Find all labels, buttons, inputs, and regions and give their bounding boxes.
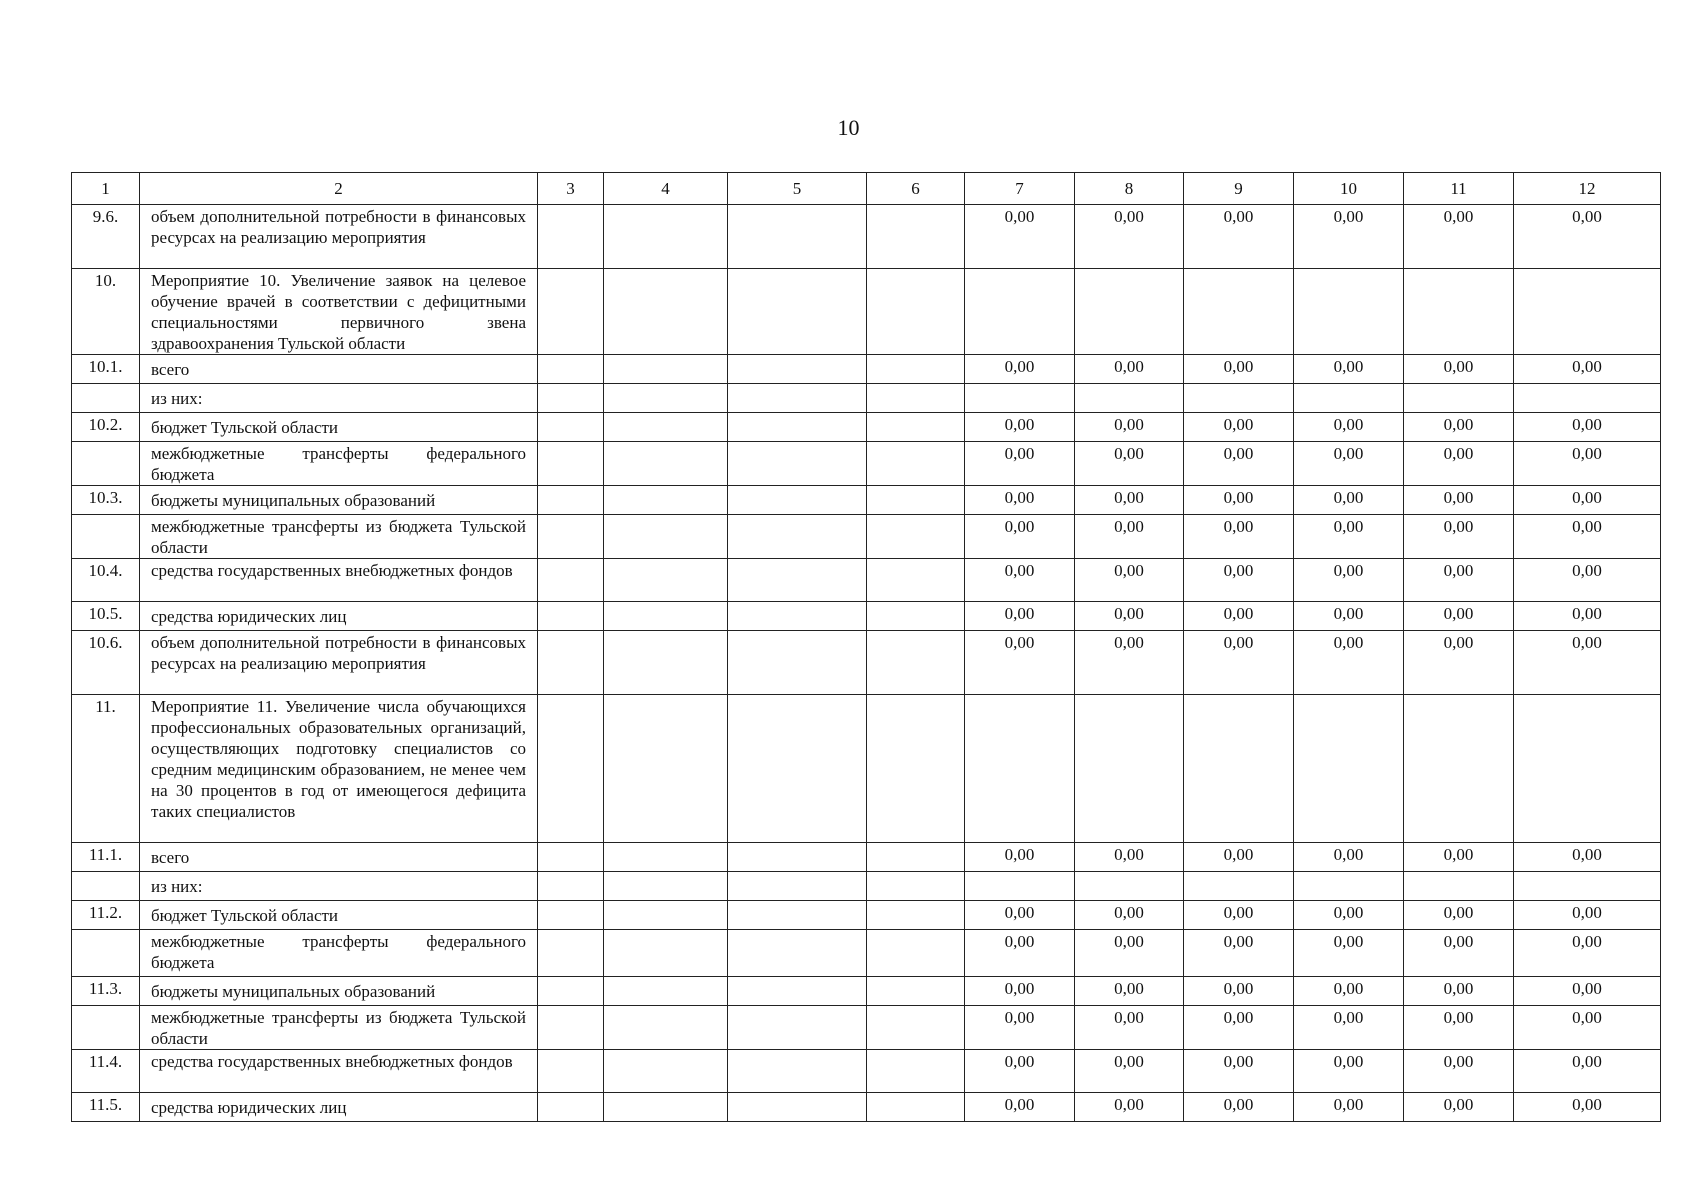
value-cell: 0,00 [1184, 901, 1294, 930]
table-row [72, 413, 1661, 442]
value-cell: 0,00 [965, 486, 1075, 515]
empty-cell [604, 515, 728, 559]
value-cell: 0,00 [1075, 930, 1184, 977]
table-row [72, 515, 1661, 559]
value-cell [1404, 269, 1514, 355]
value-cell: 0,00 [1404, 843, 1514, 872]
value-cell: 0,00 [1075, 355, 1184, 384]
table-row [72, 695, 1661, 843]
row-number [72, 930, 140, 977]
empty-cell [604, 384, 728, 413]
value-cell: 0,00 [1075, 901, 1184, 930]
table-row [72, 901, 1661, 930]
empty-cell [867, 515, 965, 559]
value-cell: 0,00 [1514, 559, 1661, 602]
empty-cell [728, 901, 867, 930]
empty-cell [867, 559, 965, 602]
value-cell: 0,00 [1294, 559, 1404, 602]
empty-cell [604, 559, 728, 602]
value-cell: 0,00 [965, 1093, 1075, 1122]
value-cell: 0,00 [1404, 930, 1514, 977]
row-description: средства государственных внебюджетных фондов [140, 559, 538, 602]
empty-cell [867, 631, 965, 695]
empty-cell [538, 269, 604, 355]
column-header: 7 [965, 173, 1075, 205]
row-number: 9.6. [72, 205, 140, 269]
empty-cell [538, 442, 604, 486]
value-cell: 0,00 [1075, 442, 1184, 486]
empty-cell [538, 843, 604, 872]
value-cell: 0,00 [1404, 515, 1514, 559]
value-cell: 0,00 [965, 631, 1075, 695]
empty-cell [538, 602, 604, 631]
value-cell: 0,00 [1184, 631, 1294, 695]
empty-cell [867, 355, 965, 384]
table-row [72, 442, 1661, 486]
value-cell: 0,00 [1404, 1006, 1514, 1050]
table-row [72, 355, 1661, 384]
value-cell [1184, 269, 1294, 355]
value-cell [965, 872, 1075, 901]
value-cell: 0,00 [1294, 843, 1404, 872]
value-cell [1075, 384, 1184, 413]
value-cell: 0,00 [1514, 843, 1661, 872]
row-description: межбюджетные трансферты федерального бюджета [140, 930, 538, 977]
value-cell: 0,00 [965, 515, 1075, 559]
empty-cell [538, 384, 604, 413]
value-cell [1514, 695, 1661, 843]
value-cell: 0,00 [965, 559, 1075, 602]
value-cell: 0,00 [1184, 1093, 1294, 1122]
empty-cell [728, 977, 867, 1006]
value-cell: 0,00 [965, 413, 1075, 442]
value-cell: 0,00 [1075, 559, 1184, 602]
empty-cell [728, 695, 867, 843]
value-cell: 0,00 [1294, 901, 1404, 930]
value-cell: 0,00 [1075, 1093, 1184, 1122]
row-number [72, 384, 140, 413]
value-cell: 0,00 [1404, 559, 1514, 602]
row-description: межбюджетные трансферты федерального бюджета [140, 442, 538, 486]
empty-cell [867, 1050, 965, 1093]
row-description: средства юридических лиц [140, 602, 538, 631]
table-row [72, 1093, 1661, 1122]
row-number: 10. [72, 269, 140, 355]
row-description: бюджеты муниципальных образований [140, 486, 538, 515]
empty-cell [867, 695, 965, 843]
value-cell: 0,00 [1404, 413, 1514, 442]
value-cell: 0,00 [1294, 515, 1404, 559]
value-cell [1294, 695, 1404, 843]
value-cell: 0,00 [1514, 486, 1661, 515]
table-row [72, 205, 1661, 269]
value-cell: 0,00 [1184, 977, 1294, 1006]
empty-cell [604, 486, 728, 515]
row-description: Мероприятие 10. Увеличение заявок на целевое обучение врачей в соответствии с дефицитными специальностями первичного звена здравоохранения Тульской области [140, 269, 538, 355]
value-cell: 0,00 [1514, 205, 1661, 269]
page-number: 10 [837, 115, 860, 140]
empty-cell [604, 205, 728, 269]
empty-cell [538, 1093, 604, 1122]
value-cell: 0,00 [1075, 1050, 1184, 1093]
value-cell: 0,00 [1514, 602, 1661, 631]
value-cell: 0,00 [1294, 355, 1404, 384]
value-cell [1184, 384, 1294, 413]
value-cell: 0,00 [1075, 486, 1184, 515]
row-number: 11.4. [72, 1050, 140, 1093]
table-row [72, 602, 1661, 631]
column-header: 9 [1184, 173, 1294, 205]
empty-cell [728, 1006, 867, 1050]
value-cell: 0,00 [1514, 1093, 1661, 1122]
empty-cell [867, 602, 965, 631]
value-cell: 0,00 [965, 602, 1075, 631]
table-row [72, 930, 1661, 977]
table-row [72, 631, 1661, 695]
empty-cell [604, 269, 728, 355]
value-cell: 0,00 [1404, 442, 1514, 486]
table-row [72, 1050, 1661, 1093]
value-cell: 0,00 [1184, 486, 1294, 515]
empty-cell [867, 486, 965, 515]
table-row [72, 486, 1661, 515]
empty-cell [538, 486, 604, 515]
value-cell: 0,00 [1184, 1006, 1294, 1050]
empty-cell [728, 486, 867, 515]
financing-table [71, 172, 1661, 1122]
column-header: 3 [538, 173, 604, 205]
empty-cell [538, 930, 604, 977]
value-cell: 0,00 [1075, 205, 1184, 269]
value-cell: 0,00 [1184, 442, 1294, 486]
value-cell [965, 695, 1075, 843]
table-row [72, 977, 1661, 1006]
empty-cell [867, 1006, 965, 1050]
table-row [72, 559, 1661, 602]
row-number [72, 515, 140, 559]
row-number: 10.3. [72, 486, 140, 515]
row-description: средства юридических лиц [140, 1093, 538, 1122]
empty-cell [867, 269, 965, 355]
value-cell: 0,00 [965, 1050, 1075, 1093]
value-cell: 0,00 [1075, 843, 1184, 872]
empty-cell [728, 602, 867, 631]
empty-cell [604, 1050, 728, 1093]
value-cell: 0,00 [1404, 631, 1514, 695]
value-cell: 0,00 [1404, 1093, 1514, 1122]
value-cell: 0,00 [1184, 1050, 1294, 1093]
empty-cell [538, 1006, 604, 1050]
row-description: бюджет Тульской области [140, 413, 538, 442]
empty-cell [867, 1093, 965, 1122]
value-cell: 0,00 [1404, 1050, 1514, 1093]
value-cell: 0,00 [1294, 1093, 1404, 1122]
table-row [72, 843, 1661, 872]
value-cell [1184, 872, 1294, 901]
empty-cell [604, 413, 728, 442]
empty-cell [728, 559, 867, 602]
value-cell: 0,00 [1514, 930, 1661, 977]
row-description: межбюджетные трансферты из бюджета Тульской области [140, 515, 538, 559]
value-cell: 0,00 [1404, 602, 1514, 631]
value-cell: 0,00 [965, 442, 1075, 486]
value-cell: 0,00 [1514, 901, 1661, 930]
value-cell: 0,00 [1404, 486, 1514, 515]
value-cell: 0,00 [965, 977, 1075, 1006]
row-description: бюджеты муниципальных образований [140, 977, 538, 1006]
value-cell [1404, 872, 1514, 901]
row-number: 11.3. [72, 977, 140, 1006]
value-cell: 0,00 [1294, 1006, 1404, 1050]
value-cell: 0,00 [1184, 843, 1294, 872]
value-cell: 0,00 [965, 355, 1075, 384]
empty-cell [728, 355, 867, 384]
value-cell: 0,00 [1184, 205, 1294, 269]
value-cell: 0,00 [1514, 413, 1661, 442]
value-cell: 0,00 [1514, 1050, 1661, 1093]
value-cell [1514, 872, 1661, 901]
empty-cell [867, 413, 965, 442]
value-cell: 0,00 [1294, 1050, 1404, 1093]
empty-cell [728, 442, 867, 486]
empty-cell [728, 515, 867, 559]
column-header: 5 [728, 173, 867, 205]
empty-cell [538, 515, 604, 559]
value-cell [1075, 695, 1184, 843]
empty-cell [538, 977, 604, 1006]
value-cell: 0,00 [1075, 977, 1184, 1006]
empty-cell [867, 977, 965, 1006]
value-cell: 0,00 [1294, 602, 1404, 631]
row-description: из них: [140, 384, 538, 413]
value-cell: 0,00 [1404, 355, 1514, 384]
value-cell: 0,00 [1075, 602, 1184, 631]
empty-cell [538, 559, 604, 602]
value-cell: 0,00 [1294, 413, 1404, 442]
value-cell: 0,00 [1184, 559, 1294, 602]
empty-cell [867, 384, 965, 413]
empty-cell [538, 413, 604, 442]
value-cell [1404, 384, 1514, 413]
row-number: 10.6. [72, 631, 140, 695]
row-description: объем дополнительной потребности в финансовых ресурсах на реализацию мероприятия [140, 205, 538, 269]
empty-cell [728, 413, 867, 442]
empty-cell [604, 442, 728, 486]
column-header: 1 [72, 173, 140, 205]
value-cell: 0,00 [1404, 977, 1514, 1006]
empty-cell [867, 930, 965, 977]
value-cell: 0,00 [1184, 930, 1294, 977]
empty-cell [728, 631, 867, 695]
row-number [72, 1006, 140, 1050]
empty-cell [604, 355, 728, 384]
value-cell: 0,00 [1514, 515, 1661, 559]
empty-cell [604, 901, 728, 930]
empty-cell [604, 602, 728, 631]
value-cell: 0,00 [1294, 631, 1404, 695]
empty-cell [867, 901, 965, 930]
column-header: 2 [140, 173, 538, 205]
row-description: средства государственных внебюджетных фондов [140, 1050, 538, 1093]
empty-cell [728, 384, 867, 413]
row-number [72, 442, 140, 486]
value-cell [1184, 695, 1294, 843]
value-cell: 0,00 [1184, 413, 1294, 442]
empty-cell [728, 205, 867, 269]
value-cell: 0,00 [1294, 205, 1404, 269]
value-cell: 0,00 [1075, 1006, 1184, 1050]
value-cell: 0,00 [1514, 442, 1661, 486]
value-cell: 0,00 [1514, 1006, 1661, 1050]
value-cell [965, 269, 1075, 355]
row-number: 11. [72, 695, 140, 843]
row-number: 10.5. [72, 602, 140, 631]
row-description: всего [140, 355, 538, 384]
row-description: из них: [140, 872, 538, 901]
value-cell [1075, 872, 1184, 901]
empty-cell [604, 843, 728, 872]
value-cell: 0,00 [1404, 901, 1514, 930]
empty-cell [604, 977, 728, 1006]
value-cell: 0,00 [965, 901, 1075, 930]
column-header: 4 [604, 173, 728, 205]
empty-cell [538, 355, 604, 384]
empty-cell [728, 930, 867, 977]
row-number: 11.1. [72, 843, 140, 872]
value-cell: 0,00 [1404, 205, 1514, 269]
value-cell: 0,00 [1075, 631, 1184, 695]
row-description: объем дополнительной потребности в финансовых ресурсах на реализацию мероприятия [140, 631, 538, 695]
empty-cell [728, 872, 867, 901]
empty-cell [867, 843, 965, 872]
column-header: 12 [1514, 173, 1661, 205]
empty-cell [604, 1006, 728, 1050]
empty-cell [604, 1093, 728, 1122]
empty-cell [867, 872, 965, 901]
value-cell [1514, 269, 1661, 355]
empty-cell [538, 631, 604, 695]
value-cell: 0,00 [1514, 631, 1661, 695]
value-cell [1294, 269, 1404, 355]
row-number: 10.4. [72, 559, 140, 602]
value-cell [1404, 695, 1514, 843]
value-cell: 0,00 [1294, 442, 1404, 486]
row-number: 10.1. [72, 355, 140, 384]
empty-cell [604, 872, 728, 901]
row-description: бюджет Тульской области [140, 901, 538, 930]
value-cell [1075, 269, 1184, 355]
table-header-row [72, 173, 1661, 205]
table-row [72, 384, 1661, 413]
table-body [72, 205, 1661, 1122]
value-cell: 0,00 [965, 930, 1075, 977]
table-row [72, 872, 1661, 901]
row-description: Мероприятие 11. Увеличение числа обучающихся профессиональных образовательных организаций, осуществляющих подготовку специалистов со средним медицинским образованием, не менее чем на 30 процентов в год от имеющегося дефицита таких специалистов [140, 695, 538, 843]
column-header: 6 [867, 173, 965, 205]
value-cell [1514, 384, 1661, 413]
value-cell: 0,00 [1514, 977, 1661, 1006]
value-cell: 0,00 [1075, 413, 1184, 442]
row-description: межбюджетные трансферты из бюджета Тульской области [140, 1006, 538, 1050]
column-header: 10 [1294, 173, 1404, 205]
value-cell: 0,00 [965, 205, 1075, 269]
column-header: 8 [1075, 173, 1184, 205]
empty-cell [728, 1050, 867, 1093]
empty-cell [604, 930, 728, 977]
row-number [72, 872, 140, 901]
empty-cell [604, 631, 728, 695]
value-cell: 0,00 [1294, 977, 1404, 1006]
column-header: 11 [1404, 173, 1514, 205]
value-cell: 0,00 [1184, 355, 1294, 384]
value-cell [1294, 872, 1404, 901]
value-cell: 0,00 [965, 1006, 1075, 1050]
value-cell [965, 384, 1075, 413]
table-row [72, 1006, 1661, 1050]
empty-cell [867, 442, 965, 486]
row-number: 10.2. [72, 413, 140, 442]
table-row [72, 269, 1661, 355]
empty-cell [538, 901, 604, 930]
empty-cell [867, 205, 965, 269]
empty-cell [538, 695, 604, 843]
row-description: всего [140, 843, 538, 872]
value-cell: 0,00 [1294, 930, 1404, 977]
value-cell [1294, 384, 1404, 413]
value-cell: 0,00 [1514, 355, 1661, 384]
value-cell: 0,00 [1184, 602, 1294, 631]
empty-cell [538, 872, 604, 901]
empty-cell [728, 1093, 867, 1122]
value-cell: 0,00 [1075, 515, 1184, 559]
row-number: 11.5. [72, 1093, 140, 1122]
empty-cell [538, 205, 604, 269]
empty-cell [538, 1050, 604, 1093]
value-cell: 0,00 [1184, 515, 1294, 559]
empty-cell [728, 269, 867, 355]
value-cell: 0,00 [965, 843, 1075, 872]
value-cell: 0,00 [1294, 486, 1404, 515]
row-number: 11.2. [72, 901, 140, 930]
empty-cell [604, 695, 728, 843]
empty-cell [728, 843, 867, 872]
